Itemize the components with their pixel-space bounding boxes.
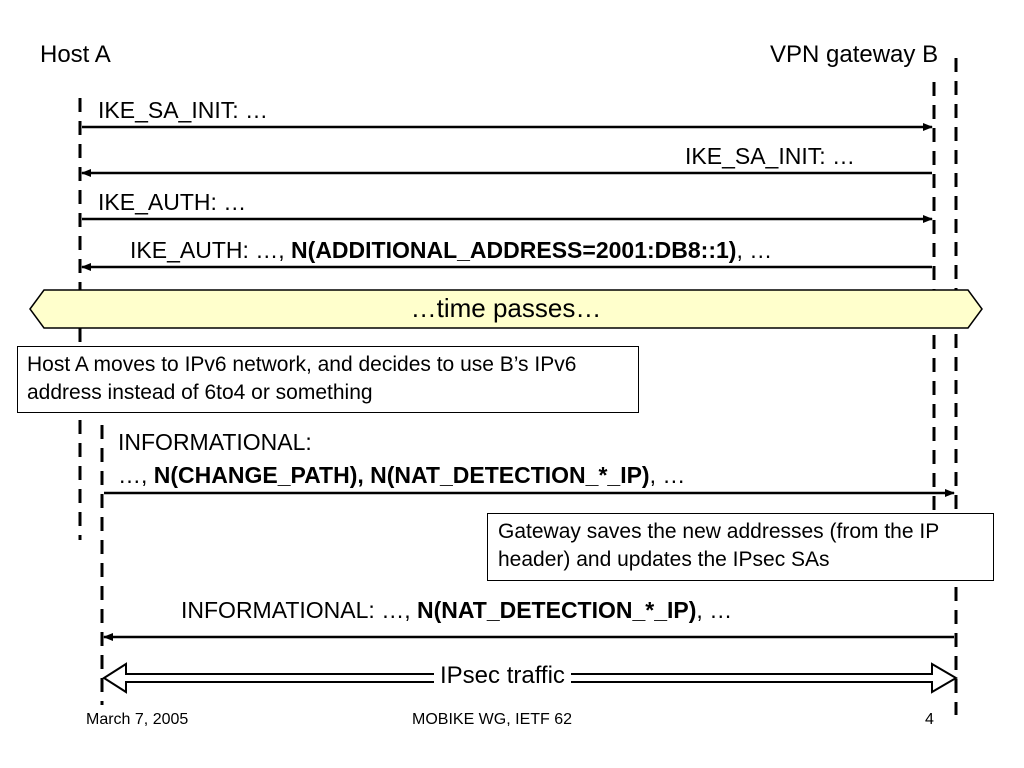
ipsec-traffic-label: IPsec traffic	[434, 662, 571, 690]
note-gateway-save-text: Gateway saves the new addresses (from the IP header) and updates the IPsec SAs	[498, 520, 939, 571]
label-informational-response: INFORMATIONAL: …, N(NAT_DETECTION_*_IP), …	[181, 597, 733, 623]
participant-gateway-b: VPN gateway B	[770, 41, 939, 68]
footer-date: March 7, 2005	[86, 711, 189, 728]
participant-host-a: Host A	[40, 41, 111, 68]
label-informational-request-line1: INFORMATIONAL:	[118, 429, 312, 455]
note-host-move-text: Host A moves to IPv6 network, and decides to use B’s IPv6 address instead of 6to4 or something	[27, 353, 577, 404]
label-ike-auth-response: IKE_AUTH: …, N(ADDITIONAL_ADDRESS=2001:DB8::1), …	[130, 237, 773, 263]
time-passes-label: …time passes…	[410, 293, 602, 323]
label-ike-sa-init-response: IKE_SA_INIT: …	[685, 143, 856, 169]
footer-page-number: 4	[925, 711, 934, 728]
note-gateway-save	[487, 513, 994, 581]
footer-center: MOBIKE WG, IETF 62	[412, 711, 573, 728]
note-host-move	[17, 346, 639, 413]
label-ike-auth-request: IKE_AUTH: …	[98, 189, 247, 215]
label-ike-sa-init-request: IKE_SA_INIT: …	[98, 97, 269, 123]
label-informational-request-line2: …, N(CHANGE_PATH), N(NAT_DETECTION_*_IP), …	[118, 462, 686, 488]
